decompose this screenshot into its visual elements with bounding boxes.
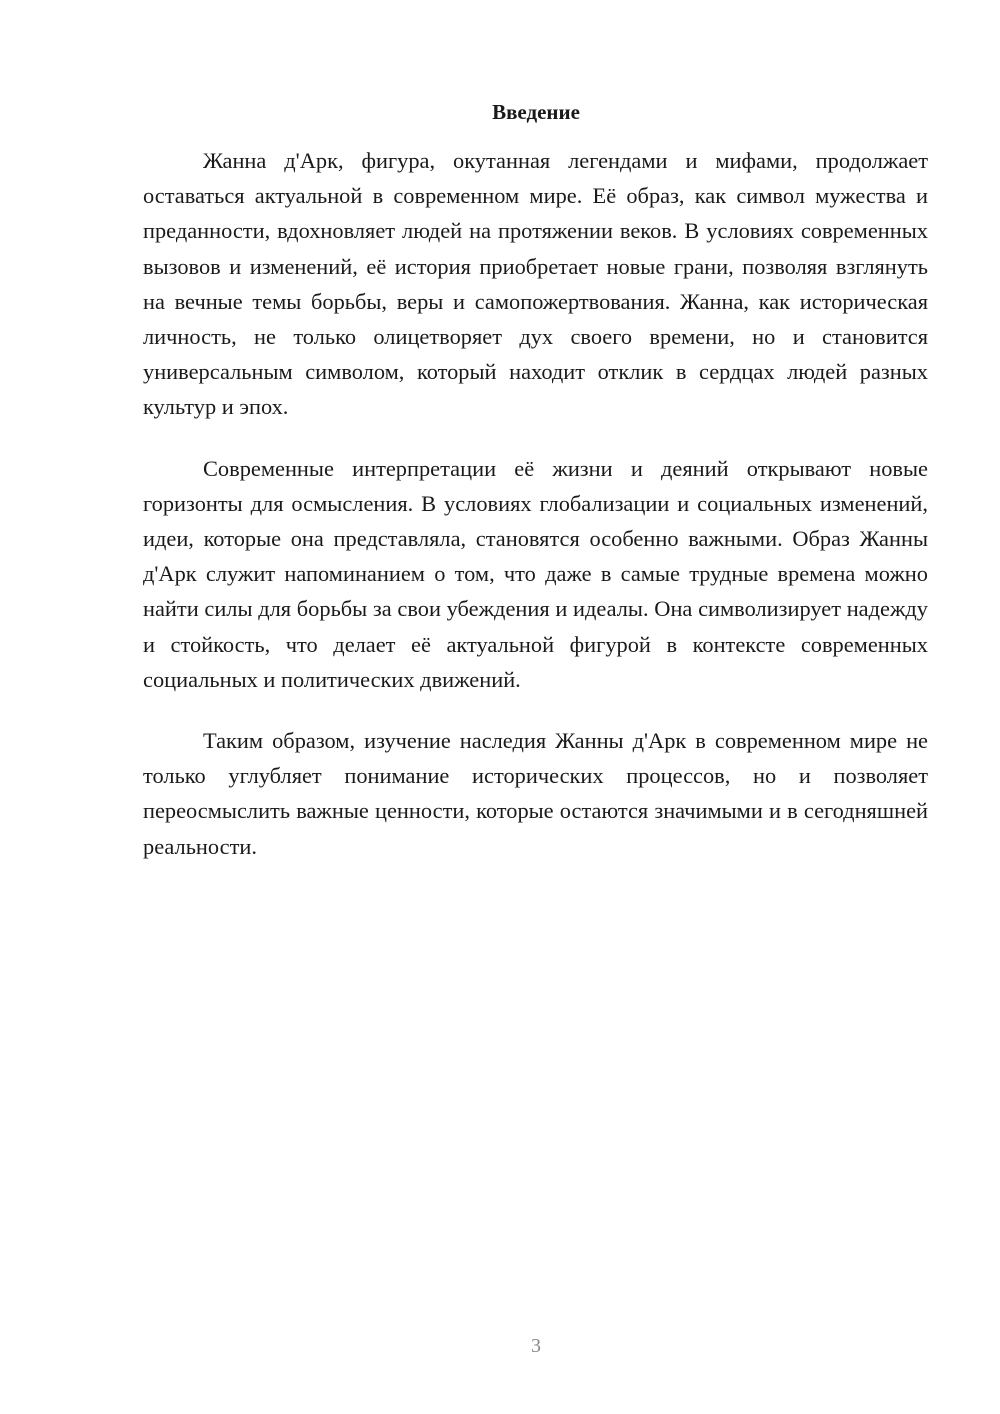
page-number: 3 — [531, 1335, 541, 1357]
paragraph-2: Современные интерпретации её жизни и деяний открывают новые горизонты для осмысления. В условиях глобализации и социальных изменений, идеи, которые она представляла, становятся особенно важными. Образ Жанны д'Арк служит напоминанием о том, что даже в самые трудные времена можно найти силы для борьбы за свои убеждения и идеалы. Она символизирует надежду и стойкость, что делает её актуальной фигурой в контексте современных социальных и политических движений. — [143, 455, 928, 692]
paragraph-3: Таким образом, изучение наследия Жанны д'Арк в современном мире не только углубляет понимание исторических процессов, но и позволяет переосмыслить важные ценности, которые остаются значимыми и в сегодняшней реальности. — [143, 728, 928, 859]
paragraph-1: Жанна д'Арк, фигура, окутанная легендами и мифами, продолжает оставаться актуальной в современном мире. Её образ, как символ мужества и преданности, вдохновляет людей на протяжении веков. В условиях современных вызовов и изменений, её история приобретает новые грани, позволяя взглянуть на вечные темы борьбы, веры и самопожертвования. Жанна, как историческая личность, не только олицетворяет дух своего времени, но и становится универсальным символом, который находит отклик в сердцах людей разных культур и эпох. — [143, 148, 928, 420]
document-body — [143, 143, 928, 890]
section-title: Введение — [492, 100, 580, 124]
